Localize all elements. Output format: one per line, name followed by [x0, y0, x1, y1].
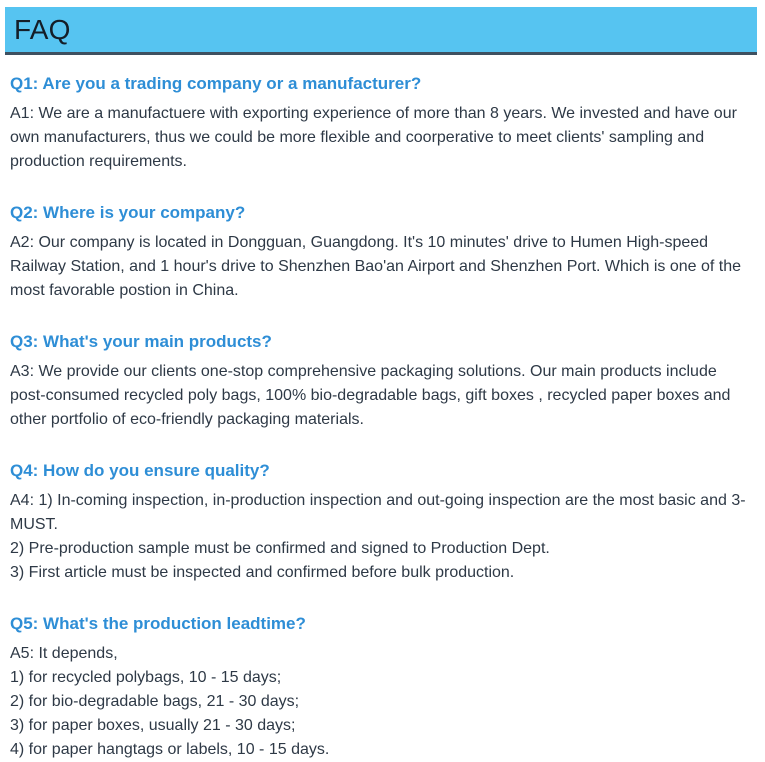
- faq-section-q4: [10, 461, 753, 585]
- answer-paragraph: 4) for paper hangtags or labels, 10 - 15 days.: [10, 741, 330, 758]
- question-heading-q3: Q3: What's your main products?: [10, 332, 272, 351]
- answer-paragraph: A3: We provide our clients one-stop comprehensive packaging solutions. Our main products include post-consumed recycled poly bags, 100% bio-degradable bags, gift boxes , recycled paper boxes and other portfolio of eco-friendly packaging materials.: [10, 363, 731, 428]
- answer-paragraph: 3) First article must be inspected and confirmed before bulk production.: [10, 564, 515, 581]
- answer-paragraph: A4: 1) In-coming inspection, in-production inspection and out-going inspection are the most basic and 3-MUST.: [10, 492, 746, 533]
- answer-paragraph: 3) for paper boxes, usually 21 - 30 days;: [10, 717, 296, 734]
- faq-section-q2: [10, 203, 753, 303]
- answer-paragraph: A2: Our company is located in Dongguan, Guangdong. It's 10 minutes' drive to Humen High-speed Railway Station, and 1 hour's drive to Shenzhen Bao'an Airport and Shenzhen Port. Which is one of the most favorable postion in China.: [10, 234, 741, 299]
- question-heading-q1: Q1: Are you a trading company or a manufacturer?: [10, 74, 422, 93]
- answer-q1: [10, 102, 753, 174]
- answer-paragraph: 2) Pre-production sample must be confirmed and signed to Production Dept.: [10, 540, 550, 557]
- question-heading-q4: Q4: How do you ensure quality?: [10, 461, 270, 480]
- answer-q5: [10, 642, 753, 762]
- faq-section-q1: [10, 74, 753, 174]
- faq-content: [0, 55, 765, 762]
- faq-header-bar: [5, 7, 757, 55]
- answer-paragraph: 1) for recycled polybags, 10 - 15 days;: [10, 669, 282, 686]
- answer-paragraph: 2) for bio-degradable bags, 21 - 30 days;: [10, 693, 300, 710]
- question-heading-q5: Q5: What's the production leadtime?: [10, 614, 306, 633]
- page-title: FAQ: [14, 13, 71, 45]
- answer-q2: [10, 231, 753, 303]
- question-heading-q2: Q2: Where is your company?: [10, 203, 246, 222]
- answer-q3: [10, 360, 753, 432]
- faq-page: [0, 7, 765, 758]
- faq-section-q3: [10, 332, 753, 432]
- faq-section-q5: [10, 614, 753, 762]
- answer-q4: [10, 489, 753, 585]
- answer-paragraph: A5: It depends,: [10, 645, 118, 662]
- answer-paragraph: A1: We are a manufactuere with exporting experience of more than 8 years. We invested and have our own manufacturers, thus we could be more flexible and coorperative to meet clients' sampling and production requirements.: [10, 105, 737, 170]
